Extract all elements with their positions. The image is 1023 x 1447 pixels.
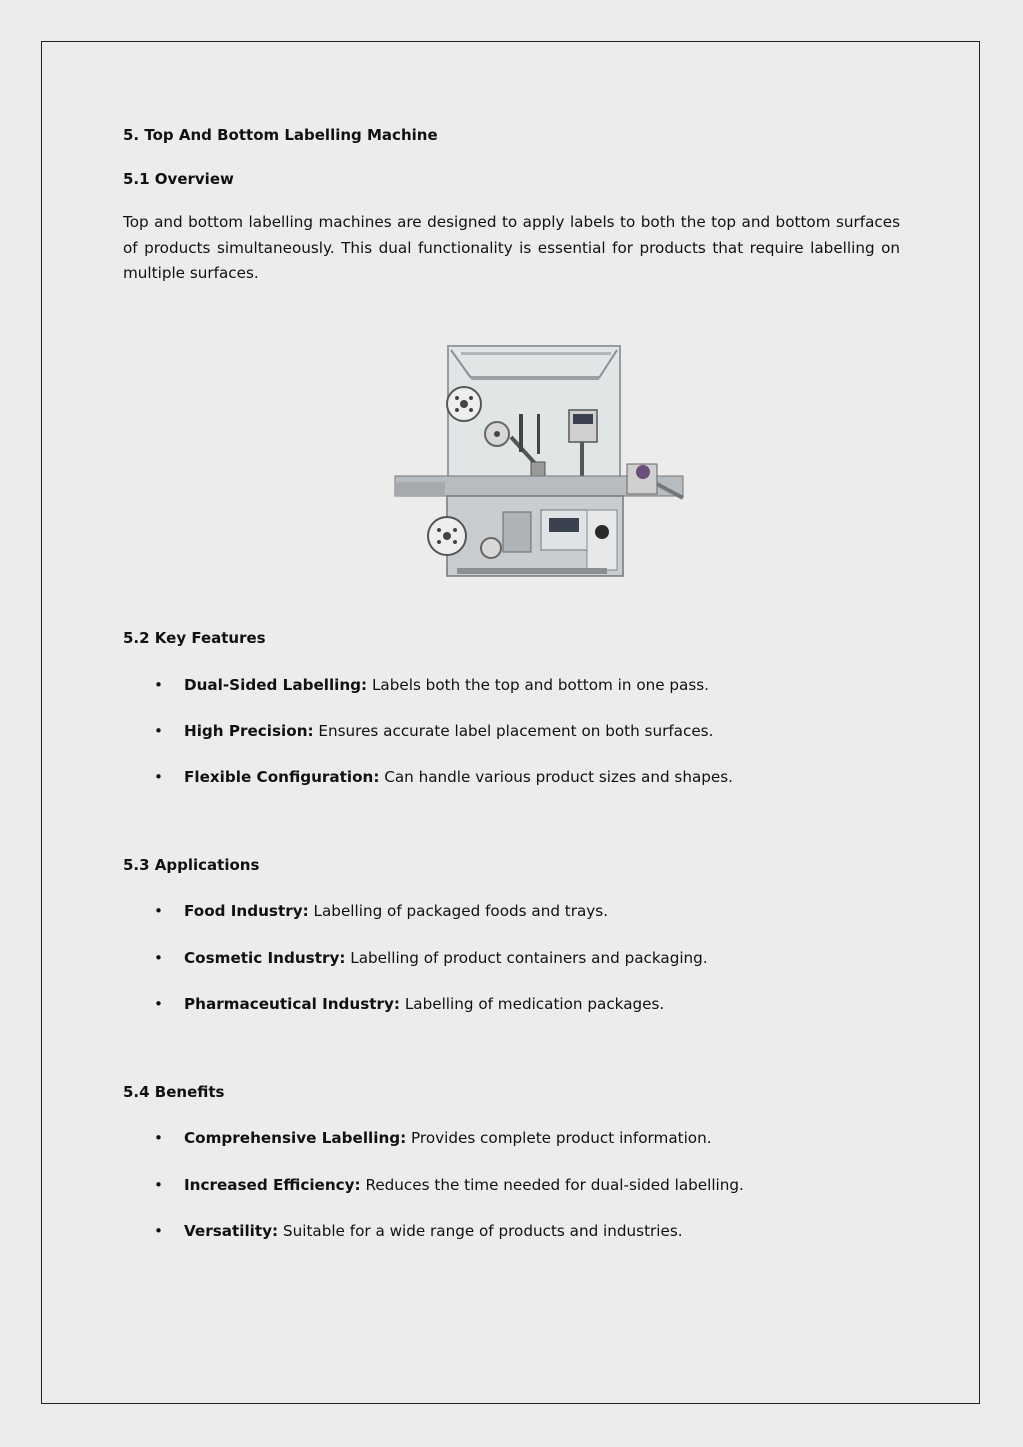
list-item-desc: Suitable for a wide range of products and industries. (278, 1222, 683, 1240)
list-item-term: Food Industry: (184, 902, 309, 920)
features-heading: 5.2 Key Features (123, 629, 266, 647)
list-item-term: Versatility: (184, 1222, 279, 1240)
list-item-term: Pharmaceutical Industry: (184, 995, 400, 1013)
list-item-desc: Ensures accurate label placement on both surfaces. (313, 722, 714, 740)
list-item-desc: Labelling of medication packages. (400, 995, 665, 1013)
overview-heading: 5.1 Overview (123, 170, 234, 188)
bullet-marker: • (154, 1222, 163, 1240)
bullet-marker: • (154, 768, 163, 786)
list-item-term: Comprehensive Labelling: (184, 1129, 407, 1147)
bullet-marker: • (154, 676, 163, 694)
list-item-desc: Reduces the time needed for dual-sided labelling. (360, 1176, 744, 1194)
benefits-heading: 5.4 Benefits (123, 1083, 225, 1101)
bullet-marker: • (154, 902, 163, 920)
bullet-marker: • (154, 949, 163, 967)
labelling-machine-photo (391, 342, 687, 580)
list-item-term: Flexible Configuration: (184, 768, 380, 786)
bullet-marker: • (154, 995, 163, 1013)
applications-heading: 5.3 Applications (123, 856, 260, 874)
list-item-desc: Labelling of product containers and packaging. (345, 949, 708, 967)
list-item-desc: Provides complete product information. (406, 1129, 712, 1147)
overview-paragraph: Top and bottom labelling machines are designed to apply labels to both the top and bottom surfaces of products simultaneously. This dual functionality is essential for products that require labelling on multiple surfaces. (123, 213, 900, 282)
list-item-term: Cosmetic Industry: (184, 949, 346, 967)
list-item-desc: Can handle various product sizes and shapes. (379, 768, 734, 786)
labelling-machine-image (391, 342, 687, 580)
list-item-term: Increased Efficiency: (184, 1176, 361, 1194)
list-item-desc: Labelling of packaged foods and trays. (308, 902, 609, 920)
bullet-marker: • (154, 722, 163, 740)
bullet-marker: • (154, 1176, 163, 1194)
section-title: 5. Top And Bottom Labelling Machine (123, 126, 438, 144)
bullet-marker: • (154, 1129, 163, 1147)
list-item-term: Dual-Sided Labelling: (184, 676, 368, 694)
list-item-term: High Precision: (184, 722, 314, 740)
list-item-desc: Labels both the top and bottom in one pass. (367, 676, 710, 694)
